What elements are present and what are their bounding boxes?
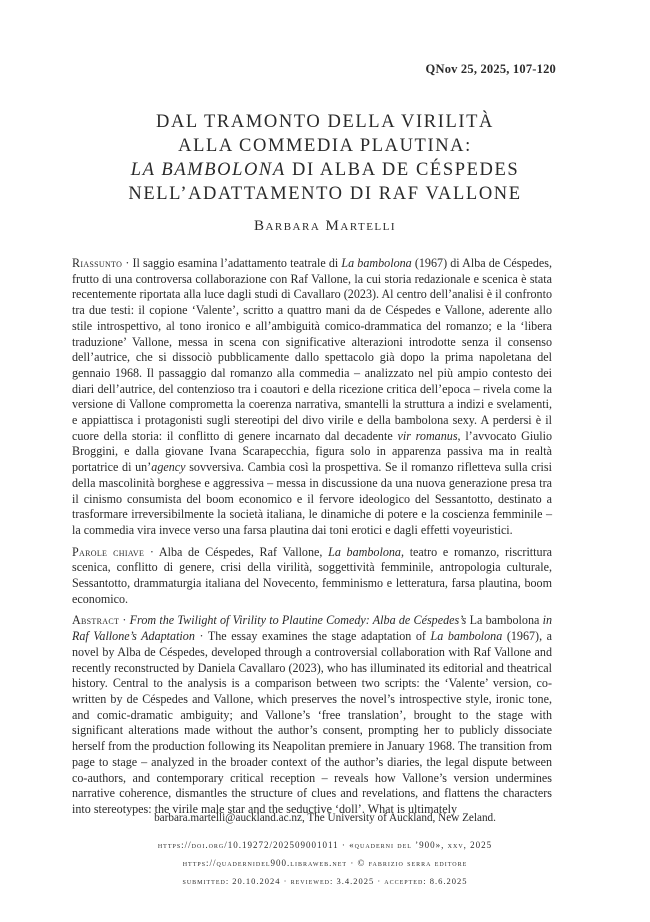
riassunto-text-1: Il saggio esamina l’adattamento teatrale di xyxy=(132,256,342,270)
publisher-line: https://quadernidel900.libraweb.net · © fabrizio serra editore xyxy=(182,858,468,868)
doi-line: https://doi.org/10.19272/202509001011 · «quaderni del ’900», xxv, 2025 xyxy=(157,840,493,850)
author-name: Barbara Martelli xyxy=(253,218,397,234)
title-line-3 xyxy=(60,158,590,182)
journal-reference: QNov 25, 2025, 107-120 xyxy=(425,62,556,76)
riassunto-italic-1: La bambolona xyxy=(341,256,412,270)
abstract-italic-1: La bambolona xyxy=(430,629,503,644)
title-line-1: DAL TRAMONTO DELLA VIRILITÀ xyxy=(156,112,494,132)
abstract-sep-2: · xyxy=(194,629,208,644)
abstract-paragraph xyxy=(72,613,552,817)
abstract-label: Abstract xyxy=(72,613,120,628)
parole-chiave-label: Parole chiave xyxy=(72,544,145,559)
riassunto-italic-3: agency xyxy=(151,460,186,475)
parole-sep: · xyxy=(144,544,159,559)
parole-text-1: Alba de Céspedes, Raf Vallone, xyxy=(158,544,329,559)
abstract-sep: · xyxy=(119,613,130,628)
abstract-title-roman: La bambolona xyxy=(469,613,540,628)
riassunto-text-2: (1967) di Alba de Céspedes, frutto di una controversa collaborazione con Raf Vallone, la cui storia redazionale e scenica è stata recentemente riportata alla luce dagli studi di Cavallaro (2023). Al centro dell’analisi è il confronto tra due testi: il copione ‘Valente’, scritto a quattro mani da de Céspedes e Vallone, aderente allo stile introspettivo, al tono ironico e all’ambiguità comico-drammatica del romanzo; e la ‘libera traduzione’ Vallone, messa in scena con significative alterazioni introdotte senza il consenso dell’autrice, che si dissociò pubblicamente dallo spettacolo già dopo la prima napoletana del gennaio 1968. Il passaggio dal romanzo alla commedia – analizzato nel più ampio contesto dei diari dell’autrice, del contenzioso tra i coautori e della ricezione critica dell’epoca – rivela come la versione di Vallone comprometta la coerenza narrativa, smantelli la struttura a indizi e svelamenti, e appiattisca i protagonisti sugli stereotipi del divo virile e della bambolona sexy. A perdersi è il cuore della storia: il conflitto di genere incarnato dal decadente xyxy=(72,256,553,443)
riassunto-italic-2: vir romanus xyxy=(397,428,458,443)
abstract-title-italic-2: in Raf Vallone’s Adaptation xyxy=(72,613,553,644)
title-line-4: NELL’ADATTAMENTO DI RAF VALLONE xyxy=(128,184,522,204)
title-line-2: ALLA COMMEDIA PLAUTINA: xyxy=(178,136,472,156)
title-line-3-rest: DI ALBA DE CÉSPEDES xyxy=(285,160,520,180)
riassunto-label: Riassunto xyxy=(72,256,123,270)
riassunto-text-3: , l’avvocato Giulio Broggini, e dalla giovane Ivana Scarapecchia, figura solo in apparenza passiva ma in realtà portatrice di un’ xyxy=(72,428,553,475)
riassunto-text-4: sovversiva. Cambia così la prospettiva. Se il romanzo rifletteva sulla crisi della mascolinità borghese e aggressiva – messa in discussione da una nuova generazione presa tra il cinismo consumista del boom economico e il fervore ideologico del Sessantotto, destinato a trasformare irreversibilmente la società italiana, le dinamiche di potere e la coscienza femminile – la commedia vira invece verso una farsa plautina dai toni erotici e dagli effetti voyeuristici. xyxy=(72,460,552,537)
article-title xyxy=(60,110,590,206)
parole-text-2: teatro e romanzo, riscrittura scenica, conflitto di genere, crisi della virilità, soggettività femminile, antropologia culturale, Sessantotto, drammaturgia italiana del Novecento, femminismo e letteratura, farsa plautina, boom economico. xyxy=(72,544,552,606)
author-email-affiliation: barbara.martelli@auckland.ac.nz, The University of Auckland, New Zeland. xyxy=(154,812,496,824)
abstract-title-italic-1: From the Twilight of Virility to Plautine Comedy: Alba de Céspedes’s xyxy=(129,613,470,628)
parole-chiave-paragraph xyxy=(72,545,552,608)
parole-italic-1: La bambolona, xyxy=(328,544,405,559)
riassunto-paragraph xyxy=(72,256,552,539)
title-italic-work: LA BAMBOLONA xyxy=(130,160,286,180)
submission-dates: submitted: 20.10.2024 · reviewed: 3.4.2025 · accepted: 8.6.2025 xyxy=(182,876,468,886)
riassunto-sep: · xyxy=(122,256,133,270)
abstract-text-1: The essay examines the stage adaptation of xyxy=(207,629,431,644)
abstract-text-2: (1967), a novel by Alba de Céspedes, developed through a controversial collaboration with Raf Vallone and recently reconstructed by Daniela Cavallaro (2023), who has illuminated its editorial and theatrical history. Central to the analysis is a comparison between two scripts: the ‘Valente’ version, co-written by de Céspedes and Vallone, which preserves the novel’s introspective style, ironic tone, and comic-dramatic ambiguity; and Vallone’s ‘free translation’, brought to the stage with significant alterations made without the author’s consent, prompting her to publicly dissociate herself from the production following its Neapolitan premiere in January 1968. The transition from page to stage – analyzed in the broader context of the author’s diaries, the legal dispute between co-authors, and contemporary critical reception – reveals how Vallone’s version undermines narrative coherence, dismantles the structure of clues and revelations, and flattens the characters into stereotypes: the virile male star and the seductive ‘doll’. What is ultimately xyxy=(72,629,553,816)
article-body xyxy=(72,256,552,824)
